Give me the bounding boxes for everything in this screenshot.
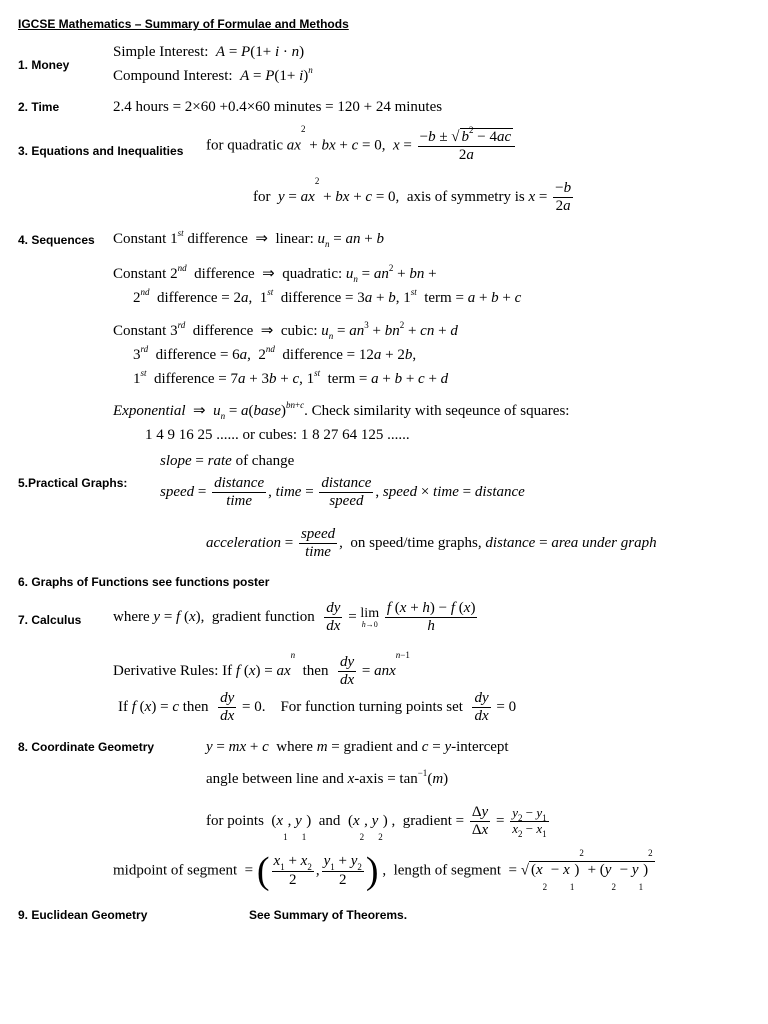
section-money: 1. Money [18,58,70,72]
cubic-sequence-detail-1: 3rd difference = 6a, 2nd difference = 12a + 2b, [133,344,417,363]
section-practical: 5.Practical Graphs: [18,476,128,490]
section-sequences: 4. Sequences [18,233,95,247]
compound-interest-label: Compound Interest: [113,68,233,84]
quadratic-sequence: Constant 2nd difference ⇒ quadratic: $u_n = an^2$ + bn + [113,263,437,284]
constant-derivative: If f (x) = c then $\frac{dy}{dx}$ = 0. For function turning points set $\frac{dy}{dx}$ = 0 [118,690,517,725]
section-equations: 3. Equations and Inequalities [18,144,184,158]
section-time: 2. Time [18,100,60,114]
page-title: IGCSE Mathematics – Summary of Formulae and Methods [18,17,349,31]
squares-cubes-list: 1 4 9 16 25 ...... or cubes: 1 8 27 64 125 ...... [145,427,410,443]
section-graphs: 6. Graphs of Functions see functions poster [18,575,270,589]
cubic-sequence-detail-2: 1st difference = 7a + 3b + c, 1st term = a + b + c + d [133,368,449,387]
section-calculus: 7. Calculus [18,613,82,627]
slope-definition: slope = rate of change [160,453,295,469]
section-coordinate: 8. Coordinate Geometry [18,740,155,754]
linear-sequence: Constant 1st difference ⇒ linear: $u_n$ = an + b [113,228,384,249]
gradient-formula: for points ($x_1$, $y_1$) and ($x_2$, $y_2$) , gradient = $\frac{\Delta y}{\Delta x}$ = $\frac{y_2 - y_1}{x_2 - x_1}$ [206,804,547,842]
speed-formulas: speed = distance time , time = distance speed , speed × time = distance [160,475,525,510]
exponential-sequence: Exponential ⇒ $u_n$ = a(base)$^{bn+c}$. Check similarity with seqeunce of squares: [113,400,570,421]
time-formula: 2.4 hours = 2×60 +0.4×60 minutes = 120 + 24 minutes [113,99,443,115]
midpoint-length: midpoint of segment = ( $\frac{x_1 + x_2}{2}$ , $\frac{y_1 + y_2}{2}$ ) , length of segment = √ $(x_2 - x_1)^2 + (y_2 - y_1)^2$ [113,848,653,892]
compound-interest: Compound Interest: $A = P(1+ i)^n$ [113,65,313,84]
gradient-function: where y = f (x), gradient function $\frac{dy}{dx}$ = lim h→0 $\frac{f (x + h) - f (x)}{h}$ [113,600,476,635]
simple-interest-label: Simple Interest: [113,44,209,60]
euclidean-note: See Summary of Theorems. [249,908,408,922]
simple-interest: Simple Interest: A = P(1+ i · n) [113,44,305,60]
quadratic-sequence-detail: 2nd difference = 2a, 1st difference = 3a + b, 1st term = a + b + c [133,287,522,306]
acceleration-formula: acceleration = speed time , on speed/time graphs, distance = area under graph [206,526,657,561]
axis-of-symmetry: for $y = ax^2$ + bx + c = 0, axis of symmetry is x = $\frac{-b}{2a}$ [253,176,572,215]
quadratic-formula: for quadratic $ax^2$ + bx + c = 0, x = $\frac{-b \pm √ b^2 - 4ac}{2a}$ [206,128,517,165]
cubic-sequence: Constant 3rd difference ⇒ cubic: $u_n = an^3 + bn^2$ + cn + d [113,320,458,341]
section-euclidean: 9. Euclidean Geometry [18,908,148,922]
line-equation: y = mx + c where m = gradient and c = y-intercept [206,739,509,755]
derivative-rules: Derivative Rules: If f $(x) = ax^n$ then $\frac{dy}{dx}$ = anx$^{n-1}$ [113,650,410,689]
angle-formula: angle between line and x-axis = $\tan^{-1}(m)$ [206,768,449,787]
